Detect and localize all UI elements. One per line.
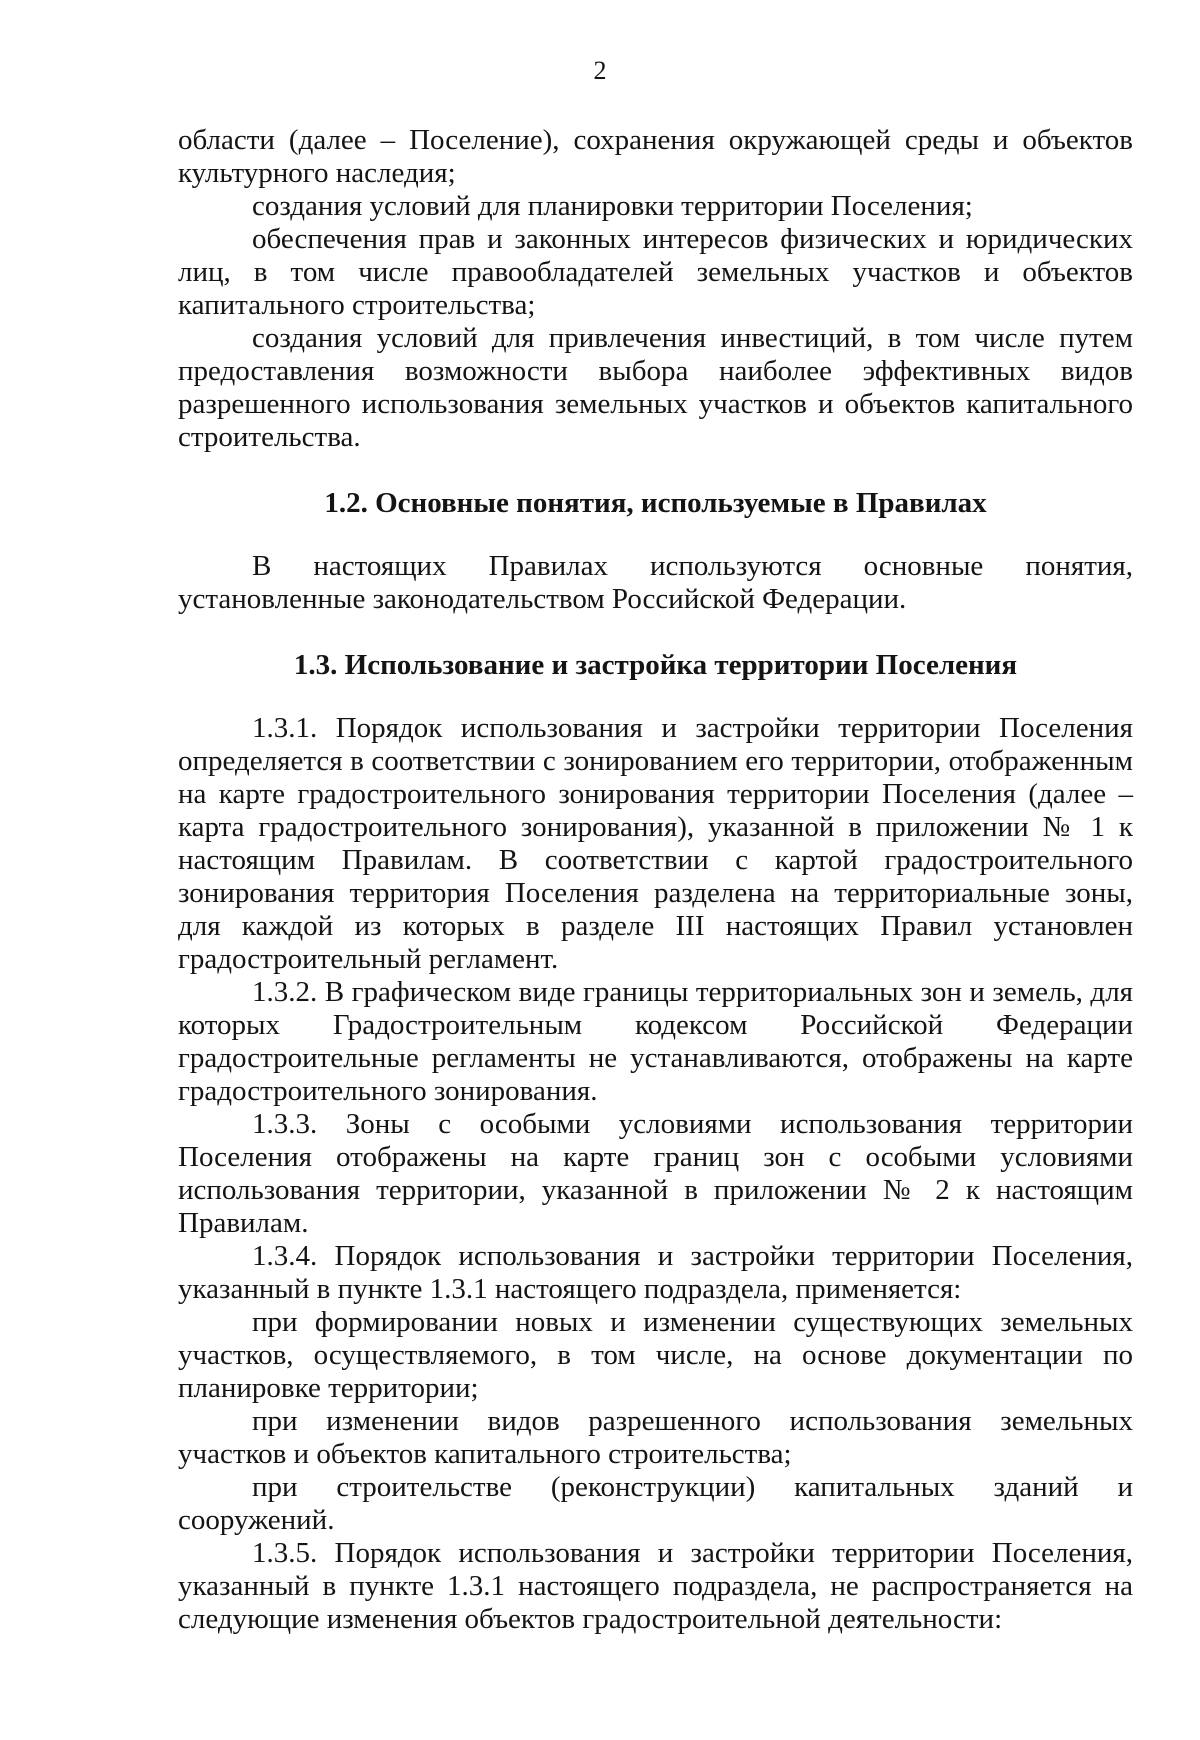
clause-1-3-4-item-2: при изменении видов разрешенного использования земельных участков и объектов капитального строительства;: [178, 1405, 1133, 1470]
clause-1-3-3: 1.3.3. Зоны с особыми условиями использования территории Поселения отображены на карте границ зон с особыми условиями использования территории, указанной в приложении № 2 к настоящим Правилам.: [178, 1108, 1133, 1239]
clause-1-3-1: 1.3.1. Порядок использования и застройки территории Поселения определяется в соответствии с зонированием его территории, отображенным на карте градостроительного зонирования территории Поселения (далее – карта градостроительного зонирования), указанной в приложении № 1 к настоящим Правилам. В соответствии с картой градостроительного зонирования территория Поселения разделена на территориальные зоны, для каждой из которых в разделе III настоящих Правил установлен градостроительный регламент.: [178, 712, 1133, 975]
section-1-2-text: В настоящих Правилах используются основные понятия, установленные законодательством Российской Федерации.: [178, 550, 1133, 615]
document-body: [178, 124, 1133, 1636]
section-1-3-heading: 1.3. Использование и застройка территории Поселения: [293, 649, 1018, 681]
clause-1-3-4-item-1: при формировании новых и изменении существующих земельных участков, осуществляемого, в том числе, на основе документации по планировке территории;: [178, 1306, 1133, 1404]
page-number: 2: [593, 56, 607, 85]
clause-1-3-4-item-3: при строительстве (реконструкции) капитальных зданий и сооружений.: [178, 1471, 1133, 1536]
clause-1-3-5: 1.3.5. Порядок использования и застройки территории Поселения, указанный в пункте 1.3.1 настоящего подраздела, не распространяется на следующие изменения объектов градостроительной деятельности:: [178, 1537, 1133, 1635]
intro-paragraph-2: создания условий для планировки территории Поселения;: [252, 190, 973, 222]
clause-1-3-4: 1.3.4. Порядок использования и застройки территории Поселения, указанный в пункте 1.3.1 настоящего подраздела, применяется:: [178, 1240, 1133, 1305]
intro-paragraph-3: обеспечения прав и законных интересов физических и юридических лиц, в том числе правообладателей земельных участков и объектов капитального строительства;: [178, 223, 1133, 321]
intro-paragraph-4: создания условий для привлечения инвестиций, в том числе путем предоставления возможности выбора наиболее эффективных видов разрешенного использования земельных участков и объектов капитального строительства.: [178, 322, 1133, 453]
intro-paragraph-1: области (далее – Поселение), сохранения окружающей среды и объектов культурного наследия;: [178, 124, 1133, 189]
clause-1-3-2: 1.3.2. В графическом виде границы территориальных зон и земель, для которых Градостроительным кодексом Российской Федерации градостроительные регламенты не устанавливаются, отображены на карте градостроительного зонирования.: [178, 976, 1133, 1107]
section-1-2-heading: 1.2. Основные понятия, используемые в Правилах: [324, 487, 987, 519]
